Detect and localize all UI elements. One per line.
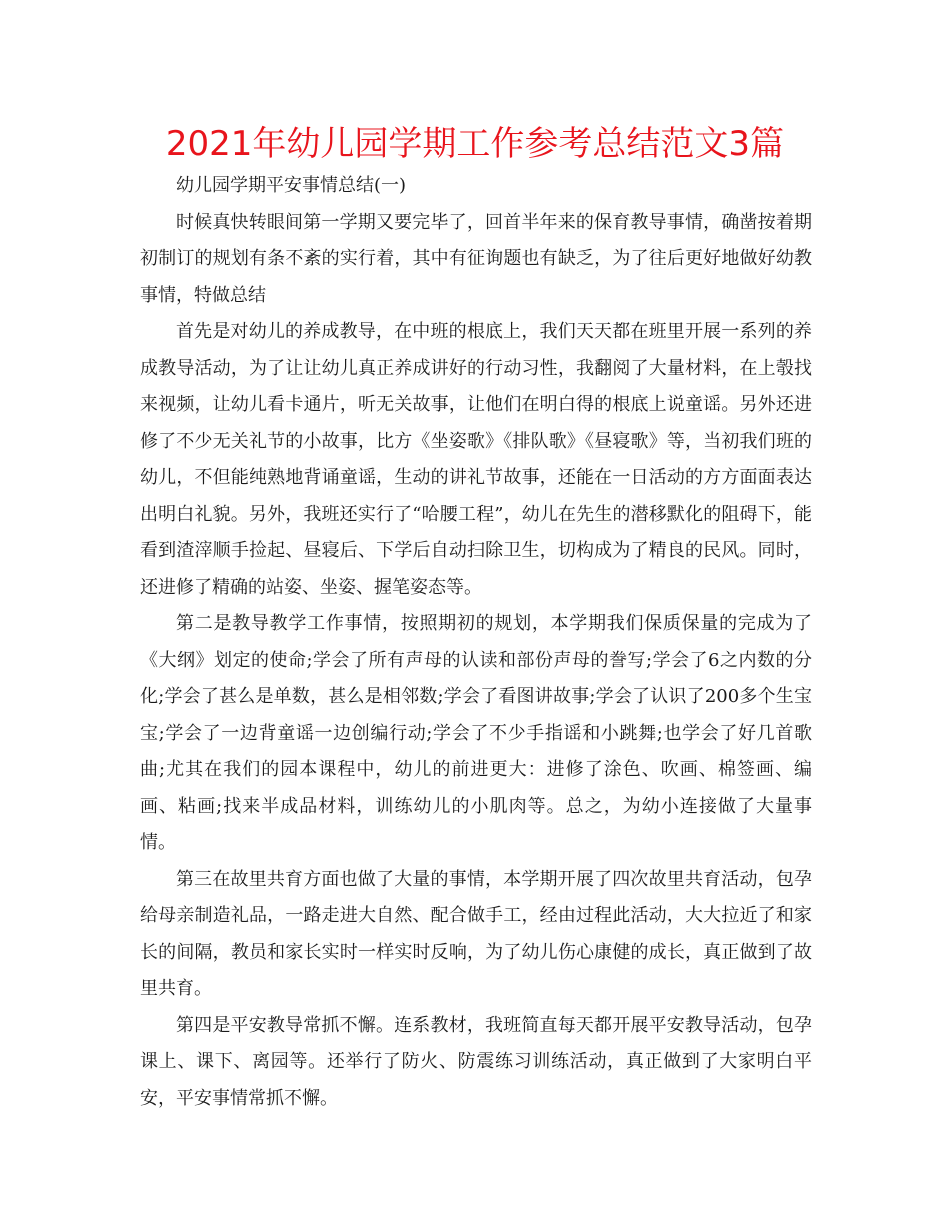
paragraph-teaching-work: 第二是教导教学工作事情，按照期初的规划，本学期我们保质保量的完成为了《大纲》划定的使命;学会了所有声母的认读和部份声母的誊写;学会了6之内数的分化;学会了甚么是单数，甚么是相邻数;学会了看图讲故事;学会了认识了200多个生宝宝;学会了一边背童谣一边创编行动;学会了不少手指谣和小跳舞;也学会了好几首歌曲;尤其在我们的园本课程中，幼儿的前进更大：进修了涂色、吹画、棉签画、编画、粘画;找来半成品材料，训练幼儿的小肌肉等。总之，为幼小连接做了大量事情。 [140,613,812,853]
paragraph-intro: 时候真快转眼间第一学期又要完毕了，回首半年来的保育教导事情，确凿按着期初制订的规划有条不紊的实行着，其中有征询题也有缺乏，为了往后更好地做好幼教事情，特做总结 [140,211,812,306]
section-subtitle: 幼儿园学期平安事情总结(一) [176,175,407,196]
paragraph-home-school: 第三在故里共育方面也做了大量的事情，本学期开展了四次故里共育活动，包孕给母亲制造礼品，一路走进大自然、配合做手工，经由过程此活动，大大拉近了和家长的间隔，教员和家长实时一样实时反响，为了幼儿伤心康健的成长，真正做到了故里共育。 [140,868,812,999]
document-title: 2021年幼儿园学期工作参考总结范文3篇 [165,124,785,164]
paragraph-safety-education: 第四是平安教导常抓不懈。连系教材，我班简直每天都开展平安教导活动，包孕课上、课下、离园等。还举行了防火、防震练习训练活动，真正做到了大家明白平安，平安事情常抓不懈。 [140,1014,812,1109]
document-body [140,168,812,1117]
paragraph-habit-education: 首先是对幼儿的养成教导，在中班的根底上，我们天天都在班里开展一系列的养成教导活动，为了让让幼儿真正养成讲好的行动习性，我翻阅了大量材料，在上彀找来视频，让幼儿看卡通片，听无关故事，让他们在明白得的根底上说童谣。另外还进修了不少无关礼节的小故事，比方《坐姿歌》《排队歌》《昼寝歌》等，当初我们班的幼儿，不但能纯熟地背诵童谣，生动的讲礼节故事，还能在一日活动的方方面面表达出明白礼貌。另外，我班还实行了“哈腰工程”，幼儿在先生的潜移默化的阻碍下，能看到渣滓顺手捡起、昼寝后、下学后自动扫除卫生，切构成为了精良的民风。同时，还进修了精确的站姿、坐姿、握笔姿态等。 [140,321,812,598]
